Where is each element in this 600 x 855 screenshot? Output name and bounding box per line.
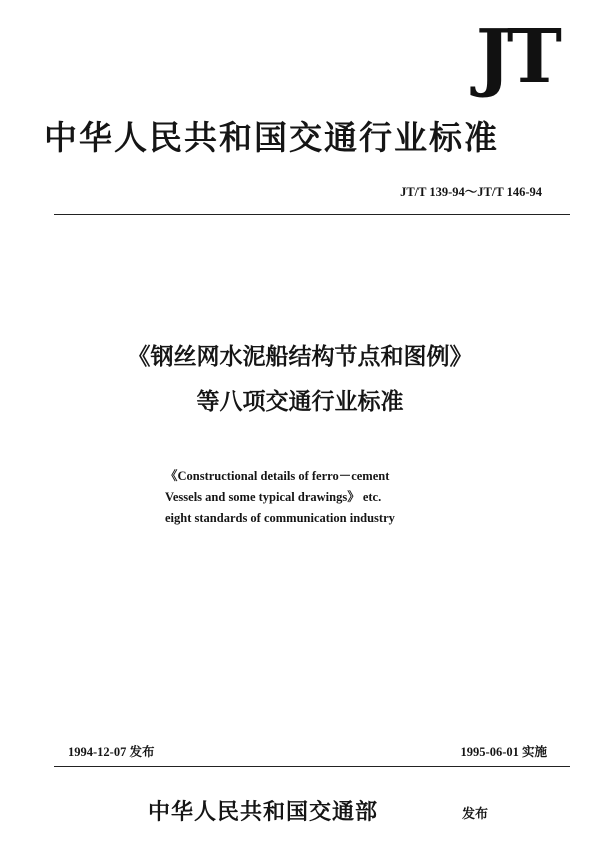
standard-number: JT/T 139-94～JT/T 146-94 [400,185,542,199]
english-title-line-2: Vessels and some typical drawings》 etc. [165,490,382,504]
jt-logo: JT [475,14,558,100]
implement-date: 1995-06-01 实施 [460,745,547,759]
publish-date: 1994-12-07 发布 [68,745,155,759]
publisher-suffix: 发布 [462,807,489,822]
footer-divider [54,766,570,767]
chinese-title [0,335,600,425]
chinese-title-line-2: 等八项交通行业标准 [196,389,404,415]
english-title [165,466,395,529]
publisher-name: 中华人民共和国交通部 [148,800,379,825]
english-title-line-1: 《Constructional details of ferro－cement [165,469,390,483]
chinese-title-line-1: 《钢丝网水泥船结构节点和图例》 [127,344,473,370]
header-divider [54,214,570,215]
standard-organization-heading: 中华人民共和国交通行业标准 [44,118,499,157]
english-title-line-3: eight standards of communication industry [165,511,395,525]
